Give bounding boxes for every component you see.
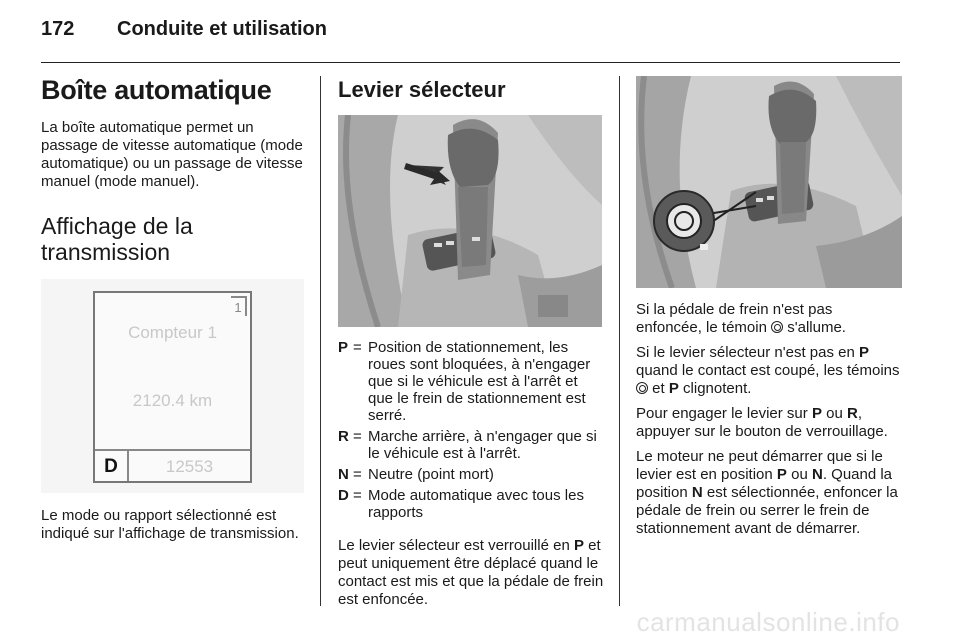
text-run: est sélectionnée, enfoncer la pédale de frein ou serrer le frein de stationnement avant de démarrer. bbox=[636, 484, 898, 537]
definition-key: N bbox=[338, 466, 349, 483]
definition-row bbox=[338, 466, 604, 483]
display-gear-indicator: D bbox=[95, 451, 129, 481]
definition-text: Marche arrière, à n'engager que si le véhicule est à l'arrêt. bbox=[368, 428, 597, 462]
transmission-display-illustration bbox=[41, 279, 304, 493]
definition-key: R bbox=[338, 428, 349, 445]
definition-equals: = bbox=[353, 339, 362, 356]
gear-letter: P bbox=[668, 380, 679, 397]
header-divider bbox=[41, 62, 900, 63]
lock-button-illustration bbox=[636, 76, 902, 288]
definition-equals: = bbox=[353, 428, 362, 445]
text-run: Si la pédale de frein n'est pas enfoncée, le témoin bbox=[636, 301, 833, 336]
column-divider bbox=[320, 76, 321, 606]
definition-key: D bbox=[338, 487, 349, 504]
gear-letter: P bbox=[858, 344, 869, 361]
gear-letter: R bbox=[846, 405, 858, 422]
ignition-off-paragraph bbox=[636, 344, 902, 398]
lock-button-paragraph bbox=[636, 405, 902, 441]
text-run: et bbox=[648, 380, 669, 397]
definition-text: Neutre (point mort) bbox=[368, 466, 494, 483]
text-run: quand le contact est coupé, les témoins bbox=[636, 362, 900, 379]
display-trip-label: Compteur 1 bbox=[128, 323, 217, 342]
definition-text: Position de stationnement, les roues sont bloquées, à n'engager que si le véhicule est à l'arrêt et que le frein de stationnement est serré. bbox=[368, 339, 591, 424]
text-run: Le moteur ne peut démarrer que si le levier est en position bbox=[636, 448, 883, 483]
text-run: ou bbox=[786, 466, 812, 483]
gear-letter: N bbox=[811, 466, 823, 483]
display-page-indicator: 1 bbox=[231, 296, 247, 316]
column-3 bbox=[636, 72, 902, 538]
text-run: Le levier sélecteur est verrouillé en bbox=[338, 537, 574, 554]
gear-letter: P bbox=[811, 405, 822, 422]
gear-lever-illustration bbox=[338, 115, 602, 327]
engine-start-paragraph bbox=[636, 448, 902, 538]
column-2 bbox=[338, 72, 604, 609]
display-frame bbox=[93, 291, 252, 483]
gear-position-definitions bbox=[338, 339, 604, 521]
definition-row bbox=[338, 428, 604, 462]
column-1 bbox=[41, 72, 304, 543]
definition-row bbox=[338, 487, 604, 521]
definition-equals: = bbox=[353, 487, 362, 504]
page-title: Conduite et utilisation bbox=[117, 18, 327, 40]
brake-indicator-icon bbox=[636, 382, 648, 394]
subsection-heading: Affichage de la transmission bbox=[41, 213, 193, 265]
text-run: Pour engager le levier sur bbox=[636, 405, 812, 422]
text-run: clignotent. bbox=[678, 380, 752, 397]
lever-lock-paragraph bbox=[338, 537, 604, 609]
definition-row bbox=[338, 339, 604, 424]
definition-key: P bbox=[338, 339, 349, 356]
page-number: 172 bbox=[41, 18, 75, 40]
display-trip-distance: 2120.4 km bbox=[132, 391, 213, 410]
display-description: Le mode ou rapport sélectionné est indiqué sur l'affichage de transmission. bbox=[41, 507, 299, 542]
display-odometer: 12553 bbox=[165, 457, 214, 476]
text-run: et peut uniquement être déplacé quand le contact est mis et que la pédale de frein est enfoncée. bbox=[338, 537, 604, 608]
text-run: . Quand la position bbox=[636, 466, 893, 501]
watermark: carmanualsonline.info bbox=[636, 607, 900, 637]
definition-equals: = bbox=[353, 466, 362, 483]
section-heading: Levier sélecteur bbox=[338, 77, 506, 102]
definition-text: Mode automatique avec tous les rapports bbox=[368, 487, 584, 521]
lock-button-photo bbox=[636, 76, 902, 288]
text-run: s'allume. bbox=[783, 319, 846, 336]
gear-letter: P bbox=[573, 537, 584, 554]
column-divider bbox=[619, 76, 620, 606]
page-header bbox=[41, 18, 327, 48]
intro-paragraph: La boîte automatique permet un passage de vitesse automatique (mode automatique) ou un passage de vitesse manuel (mode manuel). bbox=[41, 119, 303, 190]
gear-lever-photo bbox=[338, 115, 602, 327]
section-heading: Boîte automatique bbox=[41, 75, 272, 105]
text-run: ou bbox=[821, 405, 847, 422]
text-run: , appuyer sur le bouton de verrouillage. bbox=[636, 405, 888, 440]
brake-warning-paragraph bbox=[636, 301, 902, 337]
text-run: Si le levier sélecteur n'est pas en bbox=[636, 344, 859, 361]
brake-indicator-icon bbox=[771, 321, 783, 333]
gear-letter: N bbox=[691, 484, 703, 501]
gear-letter: P bbox=[776, 466, 787, 483]
